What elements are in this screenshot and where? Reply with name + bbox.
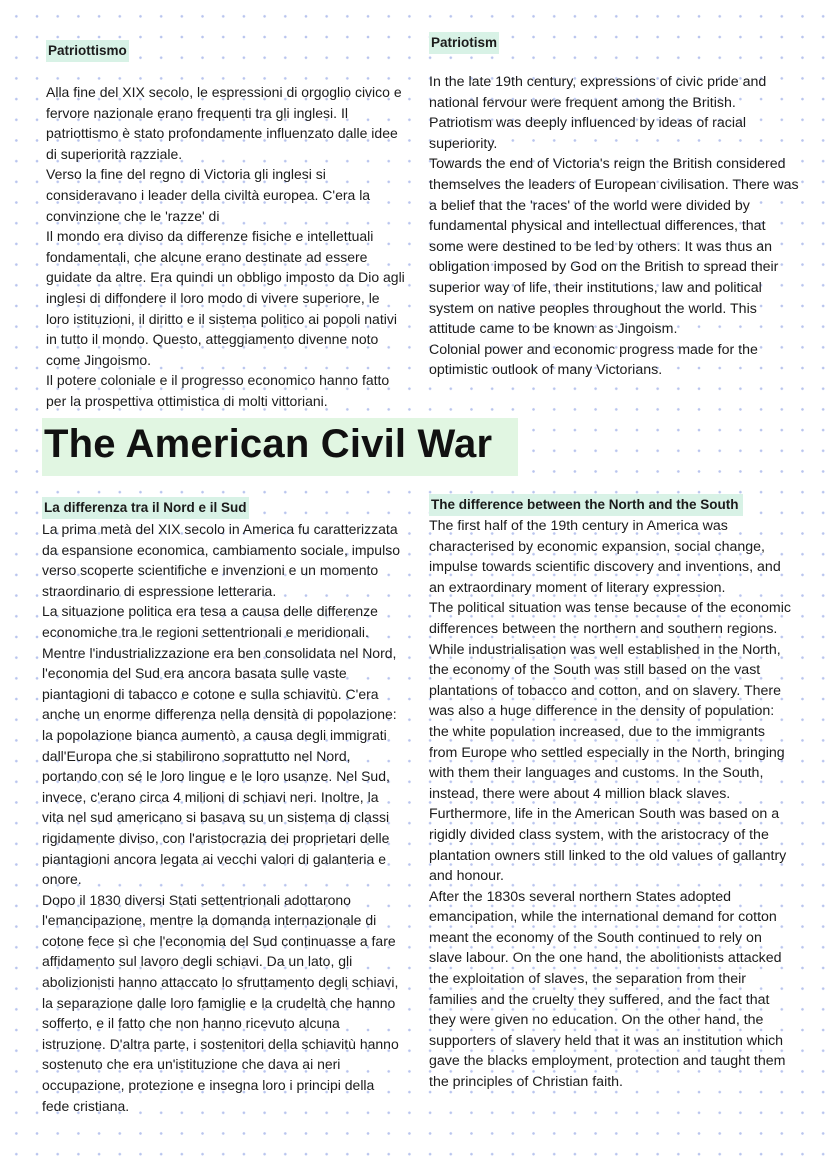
section-heading: La differenza tra il Nord e il Sud (42, 497, 249, 519)
paragraph: Alla fine del XIX secolo, le espressioni di orgoglio civico e fervore nazionale erano frequenti tra gli inglesi. Il patriottismo è stato profondamente influenzato dalle idee di superiorità razziale. (46, 84, 402, 162)
paragraph: Towards the end of Victoria's reign the British considered themselves the leaders of European civilisation. There was a belief that the 'races' of the world were divided by fundamental physical and intellectual differences, that some were destined to be led by others. It was thus an obligation imposed by God on the British to spread their superior way of life, their institutions, law and political system on native peoples throughout the world. This attitude came to be known as Jingoism. (429, 156, 799, 338)
paragraph: Il mondo era diviso da differenze fisiche e intellettuali fondamentali, che alcune erano destinate ad essere guidate da altre. Era quindi un obbligo imposto da Dio agli inglesi di diffondere il loro modo di vivere superiore, le loro istituzioni, il diritto e il sistema politico ai popoli nativi in tutto il mondo. Questo, atteggiamento divenne noto come Jingoismo. (46, 228, 405, 368)
paragraph: Verso la fine del regno di Victoria gli inglesi si consideravano i leader della civiltà europea. C'era la convinzione che le 'razze' di (46, 166, 371, 224)
section-heading: Patriotism (429, 32, 499, 54)
paragraph: The first half of the 19th century in America was characterised by economic expansion, social change, impulse towards scientific discovery and inventions, and an extraordinary moment of literary expression. (429, 518, 781, 596)
paragraph: The political situation was tense because of the economic differences between the northern and southern regions. While industrialisation was well established in the North, the economy of the South was still based on the vast plantations of tobacco and cotton, and on slavery. There was also a huge difference in the density of population: the white population increased, due to the immigrants from Europe who settled especially in the North, bringing with them their languages and customs. In the South, instead, there were about 4 million black slaves. Furthermore, life in the American South was based on a rigidly divided class system, with the aristocracy of the plantation owners still linked to the old values of gallantry and honour. (429, 600, 791, 885)
paragraph: La prima metà del XIX secolo in America fu caratterizzata da espansione economica, cambiamento sociale, impulso verso scoperte scientifiche e invenzioni e un momento straordinario di espressione letteraria. (42, 521, 400, 599)
paragraph: Colonial power and economic progress made for the optimistic outlook of many Victorians. (429, 341, 758, 379)
paragraph: Dopo il 1830 diversi Stati settentrionali adottarono l'emancipazione, mentre la domanda internazionale di cotone fece sì che l'economia del Sud continuasse a fare affidamento sul lavoro degli schiavi. Da un lato, gli abolizionisti hanno attaccato lo sfruttamento degli schiavi, la separazione dalle loro famiglie e la crudeltà che hanno sofferto, e il fatto che non hanno ricevuto alcuna istruzione. D'altra parte, i sostenitori della schiavitù hanno sostenuto che era un'istituzione che dava ai neri occupazione, protezione e insegna loro i principi della fede cristiana. (42, 891, 399, 1114)
paragraph: In the late 19th century, expressions of civic pride and national fervour were frequent among the British. Patriotism was deeply influenced by ideas of racial superiority. (429, 74, 767, 152)
patriotism-italian-column (46, 40, 406, 412)
patriotism-english-column (429, 32, 799, 381)
section-heading: Patriottismo (46, 40, 129, 62)
section-heading: The difference between the North and the South (429, 494, 743, 516)
paragraph: Il potere coloniale e il progresso economico hanno fatto per la prospettiva ottimistica di molti vittoriani. (46, 372, 390, 409)
paragraph: After the 1830s several northern States adopted emancipation, while the international demand for cotton meant the economy of the South continued to rely on slave labour. On the one hand, the abolitionists attacked the exploitation of slaves, the separation from their families and the cruelty they suffered, and the fact that they were given no education. On the other hand, the supporters of slavery held that it was an institution which gave the blacks employment, protection and taught them the principles of Christian faith. (429, 888, 786, 1091)
paragraph: La situazione politica era tesa a causa delle differenze economiche tra le regioni settentrionali e meridionali. Mentre l'industrializzazione era ben consolidata nel Nord, l'economia del Sud era ancora basata sulle vaste piantagioni di tabacco e cotone e sulla schiavitù. C'era anche un enorme differenza nella densità di popolazione: la popolazione bianca aumentò, a causa degli immigrati dall'Europa che si stabilirono soprattutto nel Nord, portando con sé le loro lingue e le loro usanze. Nel Sud, invece, c'erano circa 4 milioni di schiavi neri. Inoltre, la vita nel sud americano si basava su un sistema di classi rigidamente diviso, con l'aristocrazia dei proprietari delle piantagioni ancora legata ai vecchi valori di galanteria e onore. (42, 603, 397, 888)
page-title: The American Civil War (44, 422, 493, 466)
difference-italian-column (42, 497, 404, 1116)
difference-english-column (429, 494, 791, 1093)
